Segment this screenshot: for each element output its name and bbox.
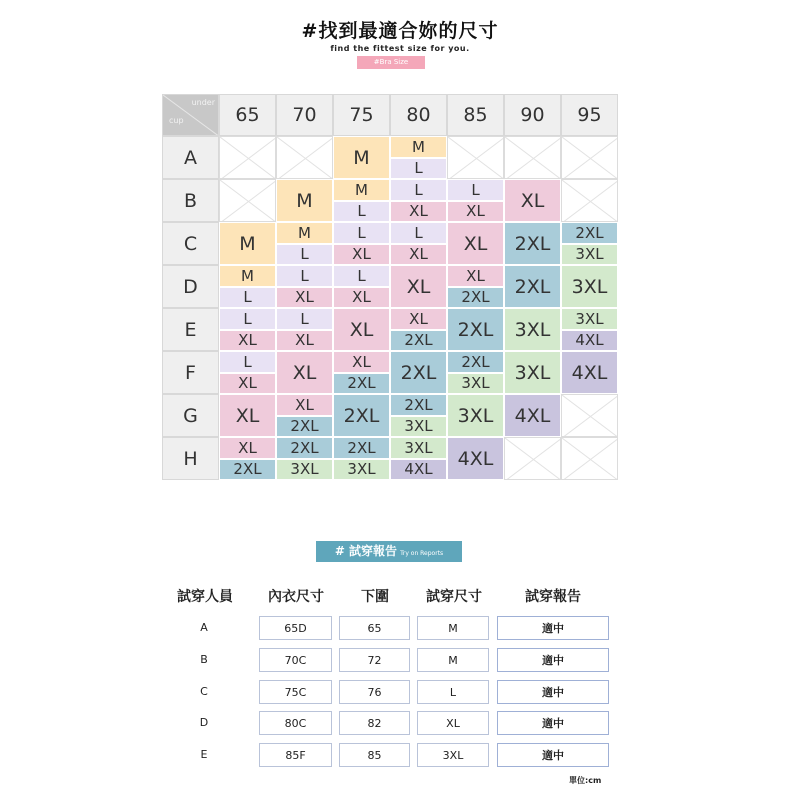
size-cell-F-75-bottom: 2XL bbox=[333, 373, 390, 395]
report-col-header-4: 試穿報告 bbox=[525, 589, 581, 605]
size-cell-F-85-top: 2XL bbox=[447, 351, 504, 373]
size-cell-D-70-top: L bbox=[276, 265, 333, 287]
report-badge-en: Try on Reports bbox=[400, 550, 444, 557]
size-cell-G-80-bottom: 3XL bbox=[390, 416, 447, 438]
size-chart-table bbox=[162, 94, 619, 480]
report-size-E: 3XL bbox=[417, 743, 489, 767]
empty-cell-B-95 bbox=[561, 179, 618, 222]
empty-cell-H-90 bbox=[504, 437, 561, 480]
row-header-H: H bbox=[162, 437, 219, 480]
size-cell-H-70-bottom: 3XL bbox=[276, 459, 333, 481]
size-cell-C-75-bottom: XL bbox=[333, 244, 390, 266]
size-cell-A-80-bottom: L bbox=[390, 158, 447, 180]
size-cell-D-75-bottom: XL bbox=[333, 287, 390, 309]
size-cell-D-80: XL bbox=[390, 265, 447, 308]
bra-size-badge: #Bra Size bbox=[357, 56, 425, 69]
report-bra-E: 85F bbox=[259, 743, 332, 767]
size-cell-H-85: 4XL bbox=[447, 437, 504, 480]
column-header-65: 65 bbox=[219, 94, 276, 136]
size-cell-H-80-top: 3XL bbox=[390, 437, 447, 459]
size-cell-E-65-top: L bbox=[219, 308, 276, 330]
page-title: #找到最適合妳的尺寸 bbox=[301, 20, 499, 42]
size-cell-C-70-top: M bbox=[276, 222, 333, 244]
unit-label: 單位:cm bbox=[569, 776, 602, 785]
size-cell-C-75-top: L bbox=[333, 222, 390, 244]
report-size-C: L bbox=[417, 680, 489, 704]
size-cell-F-65-bottom: XL bbox=[219, 373, 276, 395]
size-cell-F-90: 3XL bbox=[504, 351, 561, 394]
size-cell-H-75-top: 2XL bbox=[333, 437, 390, 459]
size-cell-G-65: XL bbox=[219, 394, 276, 437]
column-header-85: 85 bbox=[447, 94, 504, 136]
size-cell-B-80-bottom: XL bbox=[390, 201, 447, 223]
size-cell-D-90: 2XL bbox=[504, 265, 561, 308]
size-cell-G-70-top: XL bbox=[276, 394, 333, 416]
size-cell-B-75-bottom: L bbox=[333, 201, 390, 223]
report-bra-A: 65D bbox=[259, 616, 332, 640]
column-header-75: 75 bbox=[333, 94, 390, 136]
size-cell-D-85-bottom: 2XL bbox=[447, 287, 504, 309]
row-header-C: C bbox=[162, 222, 219, 265]
empty-cell-A-65 bbox=[219, 136, 276, 179]
size-cell-E-70-top: L bbox=[276, 308, 333, 330]
size-cell-E-80-bottom: 2XL bbox=[390, 330, 447, 352]
size-cell-B-70: M bbox=[276, 179, 333, 222]
size-cell-B-75-top: M bbox=[333, 179, 390, 201]
empty-cell-G-95 bbox=[561, 394, 618, 437]
size-cell-C-85: XL bbox=[447, 222, 504, 265]
size-cell-B-90: XL bbox=[504, 179, 561, 222]
size-cell-F-80: 2XL bbox=[390, 351, 447, 394]
report-bra-D: 80C bbox=[259, 711, 332, 735]
row-header-D: D bbox=[162, 265, 219, 308]
size-cell-E-70-bottom: XL bbox=[276, 330, 333, 352]
size-cell-A-80-top: M bbox=[390, 136, 447, 158]
size-cell-G-70-bottom: 2XL bbox=[276, 416, 333, 438]
size-cell-H-70-top: 2XL bbox=[276, 437, 333, 459]
report-under-A: 65 bbox=[339, 616, 410, 640]
size-cell-G-80-top: 2XL bbox=[390, 394, 447, 416]
report-person-E: E bbox=[200, 748, 208, 761]
report-person-A: A bbox=[200, 621, 208, 634]
size-cell-B-85-bottom: XL bbox=[447, 201, 504, 223]
size-cell-D-65-bottom: L bbox=[219, 287, 276, 309]
report-person-D: D bbox=[199, 716, 209, 729]
size-cell-G-90: 4XL bbox=[504, 394, 561, 437]
size-cell-E-90: 3XL bbox=[504, 308, 561, 351]
report-result-C: 適中 bbox=[497, 680, 609, 704]
size-cell-H-65-top: XL bbox=[219, 437, 276, 459]
report-person-B: B bbox=[200, 653, 208, 666]
size-cell-C-70-bottom: L bbox=[276, 244, 333, 266]
corner-label-under: under bbox=[191, 98, 215, 107]
report-size-B: M bbox=[417, 648, 489, 672]
report-bra-B: 70C bbox=[259, 648, 332, 672]
column-header-95: 95 bbox=[561, 94, 618, 136]
size-cell-H-65-bottom: 2XL bbox=[219, 459, 276, 481]
empty-cell-A-95 bbox=[561, 136, 618, 179]
size-cell-D-95: 3XL bbox=[561, 265, 618, 308]
size-cell-H-75-bottom: 3XL bbox=[333, 459, 390, 481]
report-under-E: 85 bbox=[339, 743, 410, 767]
report-col-header-2: 下圍 bbox=[361, 589, 389, 605]
report-under-B: 72 bbox=[339, 648, 410, 672]
row-header-E: E bbox=[162, 308, 219, 351]
size-cell-D-85-top: XL bbox=[447, 265, 504, 287]
try-on-report-badge bbox=[316, 541, 462, 562]
size-cell-E-95-bottom: 4XL bbox=[561, 330, 618, 352]
size-cell-F-75-top: XL bbox=[333, 351, 390, 373]
report-under-D: 82 bbox=[339, 711, 410, 735]
size-cell-E-75: XL bbox=[333, 308, 390, 351]
size-cell-H-80-bottom: 4XL bbox=[390, 459, 447, 481]
size-cell-E-95-top: 3XL bbox=[561, 308, 618, 330]
size-cell-B-85-top: L bbox=[447, 179, 504, 201]
table-corner bbox=[162, 94, 219, 136]
row-header-F: F bbox=[162, 351, 219, 394]
column-header-90: 90 bbox=[504, 94, 561, 136]
size-cell-C-95-top: 2XL bbox=[561, 222, 618, 244]
report-col-header-1: 內衣尺寸 bbox=[268, 589, 324, 605]
page-subtitle: find the fittest size for you. bbox=[330, 44, 470, 53]
size-cell-E-65-bottom: XL bbox=[219, 330, 276, 352]
report-result-B: 適中 bbox=[497, 648, 609, 672]
size-cell-C-95-bottom: 3XL bbox=[561, 244, 618, 266]
corner-label-cup: cup bbox=[169, 116, 184, 125]
report-col-header-0: 試穿人員 bbox=[177, 589, 233, 605]
size-cell-B-80-top: L bbox=[390, 179, 447, 201]
size-cell-G-85: 3XL bbox=[447, 394, 504, 437]
size-cell-C-80-top: L bbox=[390, 222, 447, 244]
size-cell-E-80-top: XL bbox=[390, 308, 447, 330]
size-cell-F-65-top: L bbox=[219, 351, 276, 373]
row-header-G: G bbox=[162, 394, 219, 437]
size-cell-D-75-top: L bbox=[333, 265, 390, 287]
empty-cell-B-65 bbox=[219, 179, 276, 222]
size-cell-A-75: M bbox=[333, 136, 390, 179]
size-cell-C-65: M bbox=[219, 222, 276, 265]
column-header-70: 70 bbox=[276, 94, 333, 136]
report-bra-C: 75C bbox=[259, 680, 332, 704]
report-badge-label: # 試穿報告 bbox=[334, 544, 398, 558]
report-under-C: 76 bbox=[339, 680, 410, 704]
empty-cell-A-90 bbox=[504, 136, 561, 179]
report-size-A: M bbox=[417, 616, 489, 640]
empty-cell-A-85 bbox=[447, 136, 504, 179]
report-result-A: 適中 bbox=[497, 616, 609, 640]
report-result-E: 適中 bbox=[497, 743, 609, 767]
size-cell-F-95: 4XL bbox=[561, 351, 618, 394]
size-cell-D-70-bottom: XL bbox=[276, 287, 333, 309]
size-cell-C-80-bottom: XL bbox=[390, 244, 447, 266]
row-header-B: B bbox=[162, 179, 219, 222]
row-header-A: A bbox=[162, 136, 219, 179]
size-cell-C-90: 2XL bbox=[504, 222, 561, 265]
report-result-D: 適中 bbox=[497, 711, 609, 735]
size-cell-F-85-bottom: 3XL bbox=[447, 373, 504, 395]
size-cell-G-75: 2XL bbox=[333, 394, 390, 437]
size-cell-F-70: XL bbox=[276, 351, 333, 394]
empty-cell-A-70 bbox=[276, 136, 333, 179]
empty-cell-H-95 bbox=[561, 437, 618, 480]
size-cell-D-65-top: M bbox=[219, 265, 276, 287]
report-size-D: XL bbox=[417, 711, 489, 735]
report-col-header-3: 試穿尺寸 bbox=[426, 589, 482, 605]
column-header-80: 80 bbox=[390, 94, 447, 136]
size-cell-E-85: 2XL bbox=[447, 308, 504, 351]
report-person-C: C bbox=[200, 685, 208, 698]
